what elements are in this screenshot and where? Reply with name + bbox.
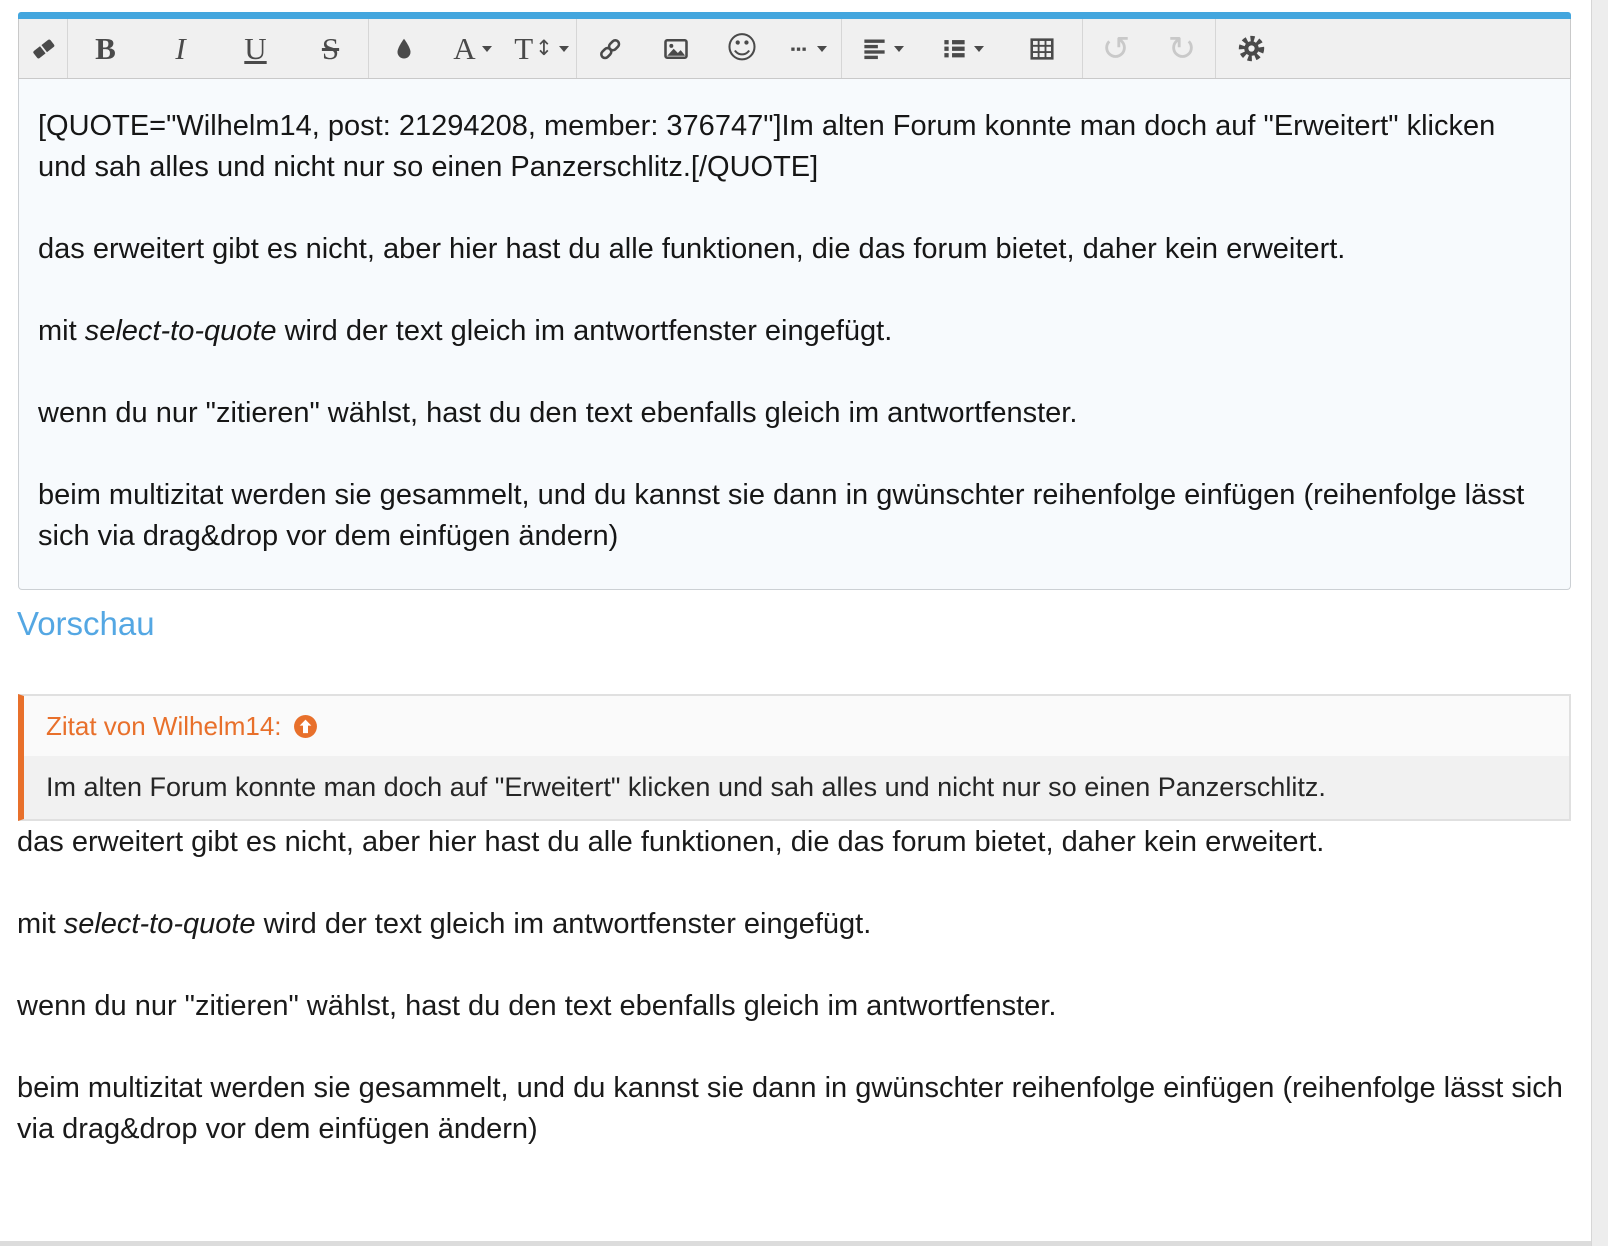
bold-button[interactable]	[68, 19, 143, 78]
preview-paragraph: beim multizitat werden sie gesammelt, und du kannst sie dann in gwünschter reihenfolge einfügen (reihenfolge lässt sich via drag&drop vor dem einfügen ändern)	[17, 1072, 1563, 1145]
vertical-scrollbar[interactable]	[1591, 0, 1608, 1246]
toolbar-row	[18, 19, 1571, 79]
font-size-button[interactable]	[507, 19, 576, 78]
list-icon	[941, 35, 968, 62]
underline-button[interactable]	[218, 19, 293, 78]
redo-button[interactable]	[1149, 19, 1215, 78]
font-family-button[interactable]	[438, 19, 507, 78]
strikethrough-icon: S	[321, 31, 340, 66]
rich-text-editor[interactable]	[18, 79, 1571, 590]
insert-table-button[interactable]	[1002, 19, 1082, 78]
settings-button[interactable]	[1216, 19, 1286, 78]
preview-paragraph: wenn du nur "zitieren" wählst, hast du den text ebenfalls gleich im antwortfenster.	[17, 990, 1057, 1022]
editor-paragraph: wenn du nur "zitieren" wählst, hast du den text ebenfalls gleich im antwortfenster.	[38, 397, 1078, 429]
preview-heading: Vorschau	[17, 605, 155, 642]
underline-icon: U	[244, 31, 267, 66]
size-arrows-icon: ↕	[535, 36, 553, 60]
eraser-icon	[30, 35, 57, 62]
droplet-icon	[391, 36, 417, 62]
chevron-down-icon	[559, 46, 569, 52]
gear-icon	[1237, 34, 1266, 63]
undo-icon: ↺	[1101, 28, 1131, 69]
chevron-down-icon	[894, 46, 904, 52]
toolbar-accent-bar	[18, 12, 1571, 19]
remove-format-button[interactable]	[19, 19, 67, 78]
quote-jump-to-source-link[interactable]	[293, 714, 318, 739]
group-history	[1083, 19, 1216, 78]
group-insert	[577, 19, 842, 78]
ellipsis-icon	[789, 38, 811, 60]
group-settings	[1216, 19, 1286, 78]
editor-paragraph: mit select-to-quote wird der text gleich im antwortfenster eingefügt.	[38, 315, 893, 347]
quote-attribution: Zitat von Wilhelm14:	[46, 711, 282, 741]
preview-paragraph: mit select-to-quote wird der text gleich im antwortfenster eingefügt.	[17, 908, 872, 940]
bottom-divider-strip	[0, 1241, 1591, 1246]
toolbar-spacer	[1286, 19, 1570, 78]
group-paragraph	[842, 19, 1083, 78]
quote-body: Im alten Forum konnte man doch auf "Erweitert" klicken und sah alles und nicht nur so einen Panzerschlitz.	[24, 756, 1569, 819]
list-button[interactable]	[922, 19, 1002, 78]
text-color-button[interactable]	[369, 19, 438, 78]
editor-paragraph: das erweitert gibt es nicht, aber hier hast du alle funktionen, die das forum bietet, daher kein erweitert.	[38, 233, 1346, 265]
chevron-down-icon	[974, 46, 984, 52]
font-size-icon: T	[514, 31, 534, 66]
editor-toolbar	[18, 12, 1571, 79]
insert-link-button[interactable]	[577, 19, 643, 78]
group-basic-format	[68, 19, 369, 78]
link-icon	[596, 35, 624, 63]
italic-button[interactable]	[143, 19, 218, 78]
editor-paragraph: [QUOTE="Wilhelm14, post: 21294208, member: 376747"]Im alten Forum konnte man doch auf "Erweitert" klicken und sah alles und nicht nur so einen Panzerschlitz.[/QUOTE]	[38, 110, 1496, 183]
chevron-down-icon	[482, 46, 492, 52]
insert-image-button[interactable]	[643, 19, 709, 78]
smiley-icon: ☺	[725, 30, 759, 66]
emoji-button[interactable]	[709, 19, 775, 78]
quote-block	[18, 694, 1571, 821]
align-button[interactable]	[842, 19, 922, 78]
chevron-down-icon	[817, 46, 827, 52]
bold-icon: B	[95, 31, 116, 66]
preview-content	[17, 822, 1573, 1150]
editor-paragraph: beim multizitat werden sie gesammelt, und du kannst sie dann in gwünschter reihenfolge einfügen (reihenfolge lässt sich via drag&drop vor dem einfügen ändern)	[38, 479, 1525, 552]
strikethrough-button[interactable]	[293, 19, 368, 78]
redo-icon: ↻	[1167, 28, 1197, 69]
font-family-icon: A	[453, 31, 476, 66]
quote-header	[24, 696, 1569, 756]
preview-paragraph: das erweitert gibt es nicht, aber hier hast du alle funktionen, die das forum bietet, daher kein erweitert.	[17, 826, 1325, 858]
align-left-icon	[861, 35, 888, 62]
image-icon	[662, 35, 690, 63]
group-clear	[19, 19, 68, 78]
table-icon	[1028, 35, 1056, 63]
more-options-button[interactable]	[775, 19, 841, 78]
italic-icon: I	[175, 31, 186, 66]
undo-button[interactable]	[1083, 19, 1149, 78]
group-font	[369, 19, 577, 78]
arrow-up-circle-icon	[293, 714, 318, 739]
